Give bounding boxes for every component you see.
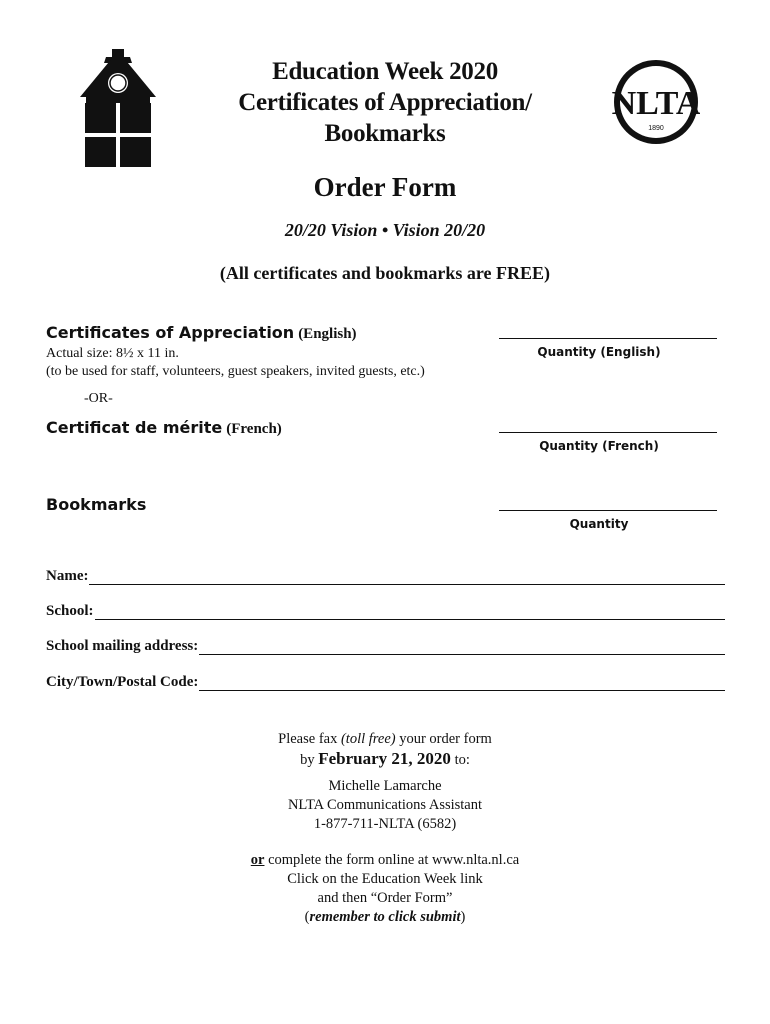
school-input-line[interactable] xyxy=(95,603,725,620)
city-input-line[interactable] xyxy=(199,674,725,691)
quantity-bookmarks-line[interactable] xyxy=(499,510,717,511)
title-line-3: Bookmarks xyxy=(324,120,446,147)
address-label: School mailing address: xyxy=(46,638,199,654)
name-field[interactable] xyxy=(46,568,725,585)
french-certificate-heading xyxy=(46,418,282,438)
english-lang-label: (English) xyxy=(298,326,357,342)
or-separator: -OR- xyxy=(84,391,113,406)
nlta-logo-year: 1890 xyxy=(648,125,664,132)
contact-phone: 1-877-711-NLTA (6582) xyxy=(313,816,457,832)
order-form-instruction: and then “Order Form” xyxy=(317,890,453,906)
english-certificate-title: Certificates of Appreciation xyxy=(46,323,295,342)
address-field[interactable] xyxy=(46,638,725,655)
school-label: School: xyxy=(46,603,94,619)
deadline-date: February 21, 2020 xyxy=(318,749,451,768)
submit-reminder: (remember to click submit) xyxy=(304,909,466,925)
city-label: City/Town/Postal Code: xyxy=(46,674,199,690)
name-label: Name: xyxy=(46,568,89,584)
nlta-logo xyxy=(612,58,700,146)
french-certificate-title: Certificat de mérite xyxy=(46,418,223,437)
contact-title: NLTA Communications Assistant xyxy=(287,797,483,813)
free-note: (All certificates and bookmarks are FREE) xyxy=(219,263,551,283)
english-usage: (to be used for staff, volunteers, guest speakers, invited guests, etc.) xyxy=(46,364,425,379)
french-lang-label: (French) xyxy=(226,421,282,437)
quantity-bookmarks-label: Quantity xyxy=(569,517,629,531)
address-input-line[interactable] xyxy=(199,638,725,655)
deadline-line: by February 21, 2020 to: xyxy=(300,749,470,768)
school-field[interactable] xyxy=(46,603,725,620)
click-instruction: Click on the Education Week link xyxy=(287,871,483,887)
bookmarks-heading: Bookmarks xyxy=(46,495,147,514)
quantity-english-label: Quantity (English) xyxy=(537,345,661,359)
title-line-1: Education Week 2020 xyxy=(272,58,498,85)
english-certificate-heading xyxy=(46,323,357,343)
quantity-french-line[interactable] xyxy=(499,432,717,433)
name-input-line[interactable] xyxy=(89,568,725,585)
contact-name: Michelle Lamarche xyxy=(328,778,442,794)
nlta-logo-letters: NLTA xyxy=(612,85,700,122)
order-form-title: Order Form xyxy=(313,172,457,202)
online-option: or complete the form online at www.nlta.nl.ca xyxy=(250,852,520,868)
title-line-2: Certificates of Appreciation/ xyxy=(238,89,532,116)
fax-instruction: Please fax (toll free) your order form xyxy=(278,731,492,747)
city-field[interactable] xyxy=(46,674,725,691)
quantity-french-label: Quantity (French) xyxy=(539,439,659,453)
theme-tagline: 20/20 Vision • Vision 20/20 xyxy=(284,220,486,240)
quantity-english-line[interactable] xyxy=(499,338,717,339)
english-size: Actual size: 8½ x 11 in. xyxy=(46,346,179,361)
